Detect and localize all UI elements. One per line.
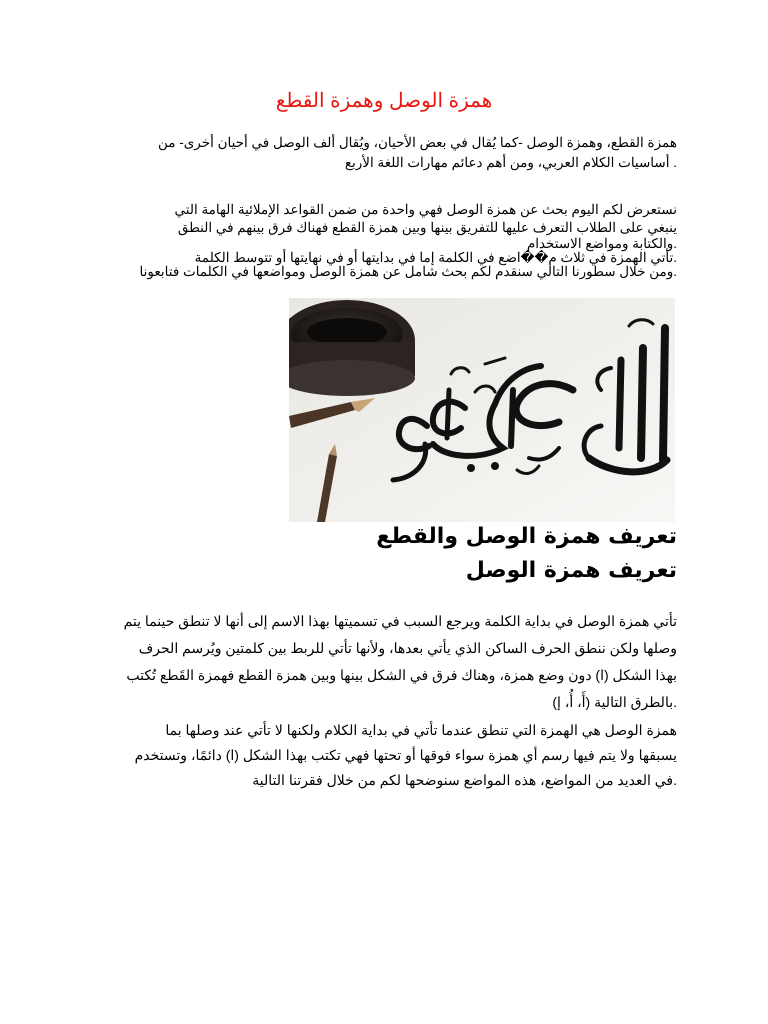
overview-line: نستعرض لكم اليوم بحث عن همزة الوصل فهي واحدة من ضمن القواعد الإملائية الهامة التي: [174, 202, 677, 217]
definition-line: تأتي همزة الوصل في بداية الكلمة ويرجع السبب في تسميتها بهذا الاسم إلى أنها لا تنطق حينما يتم: [123, 613, 677, 629]
arabic-calligraphy-image: [289, 298, 675, 522]
overview-line: .ومن خلال سطورنا التالي سنقدم لكم بحث شامل عن همزة الوصل ومواضعها في الكلمات فتابعونا: [139, 264, 677, 279]
overview-line: ينبغي على الطلاب التعرف عليها للتفريق بينها وبين همزة القطع فهناك فرق بينهم في النطق: [177, 220, 677, 235]
usage-line: .في العديد من المواضع، هذه المواضع سنوضحها لكم من خلال فقرتنا التالية: [252, 772, 677, 788]
intro-line: همزة القطع، وهمزة الوصل -كما يُقال في بعض الأحيان، ويُقال ألف الوصل في أحيان أخرى- من: [157, 135, 677, 150]
ink-jar-icon: [289, 300, 415, 396]
section-heading: تعريف همزة الوصل والقطع: [376, 524, 677, 549]
usage-line: يسبقها ولا يتم فيها رسم أي همزة سواء فوقها أو تحتها فهي تكتب بهذا الشكل (ا) دائمًا، وتستخدم: [134, 747, 677, 763]
definition-line: بهذا الشكل (ا) دون وضع همزة، وهناك فرق في الشكل بينها وبين همزة القطع فهمزة القَطع تُكتب: [126, 667, 677, 683]
page-title: همزة الوصل وهمزة القطع: [275, 90, 493, 112]
definition-paragraph: [117, 608, 677, 716]
section-subheading: تعريف همزة الوصل: [465, 558, 677, 583]
usage-line: همزة الوصل هي الهمزة التي تنطق عندما تأتي في بداية الكلام ولكنها لا تأتي عند وصلها بما: [165, 722, 677, 738]
overview-line: .تأتي الهمزة في ثلاث م��اضع في الكلمة إما في بدايتها أو في نهايتها أو تتوسط الكلمة: [194, 250, 677, 265]
overview-paragraph: [117, 201, 677, 279]
intro-paragraph: [117, 133, 677, 173]
definition-line: .بالطرق التالية (أَ، أُ، إ): [552, 694, 677, 710]
definition-line: وصلها ولكن ننطق الحرف الساكن الذي يأتي بعدها، ولأنها تأتي للربط بين كلمتين ويُرسم الحرف: [138, 640, 677, 656]
overview-line: .والكتابة ومواضع الاستخدام: [526, 236, 677, 251]
usage-paragraph: [117, 718, 677, 793]
calligraphy-illustration: [289, 298, 675, 522]
intro-line: . أساسيات الكلام العربي، ومن أهم دعائم مهارات اللغة الأربع: [344, 155, 677, 170]
